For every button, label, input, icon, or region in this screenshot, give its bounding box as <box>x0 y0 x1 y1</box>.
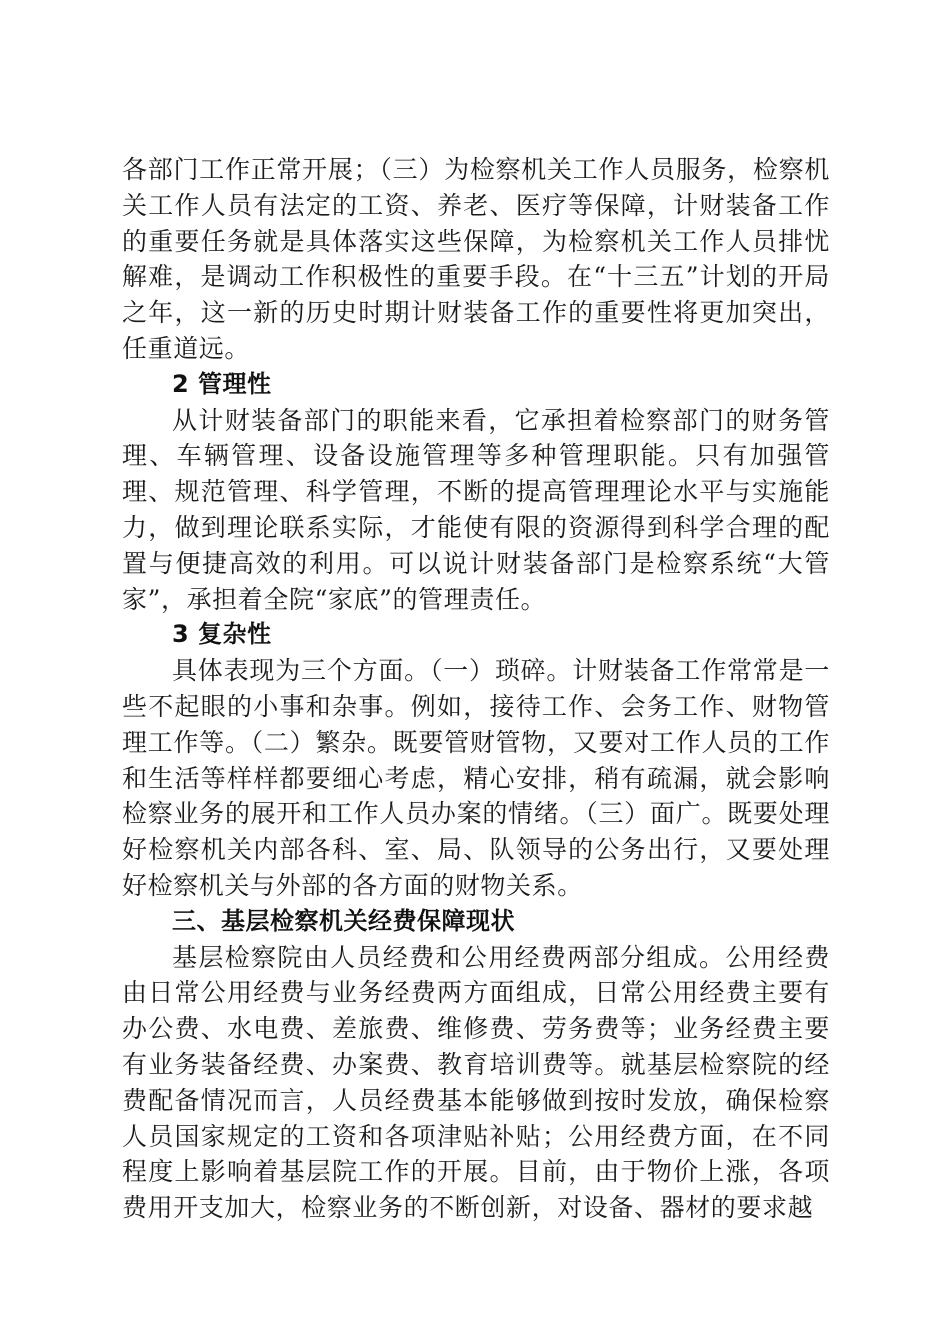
paragraph-funding-status: 基层检察院由人员经费和公用经费两部分组成。公用经费由日常公用经费与业务经费两方面组成，日常公用经费主要有办公费、水电费、差旅费、维修费、劳务费等；业务经费主要有业务装备经费、办案费、教育培训费等。就基层检察院的经费配备情况而言，人员经费基本能够做到按时发放，确保检察人员国家规定的工资和各项津贴补贴；公用经费方面，在不同程度上影响着基层院工作的开展。目前，由于物价上涨，各项费用开支加大，检察业务的不断创新，对设备、器材的要求越 <box>122 942 830 1223</box>
paragraph-continuation: 各部门工作正常开展；（三）为检察机关工作人员服务，检察机关工作人员有法定的工资、养老、医疗等保障，计财装备工作的重要任务就是具体落实这些保障，为检察机关工作人员排忧解难，是调动工作积极性的重要手段。在“十三五”计划的开局之年，这一新的历史时期计财装备工作的重要性将更加突出，任重道远。 <box>122 155 830 363</box>
paragraph-management: 从计财装备部门的职能来看，它承担着检察部门的财务管理、车辆管理、设备设施管理等多种管理职能。只有加强管理、规范管理、科学管理，不断的提高管理理论水平与实施能力，做到理论联系实际，才能使有限的资源得到科学合理的配置与便捷高效的利用。可以说计财装备部门是检察系统“大管家”，承担着全院“家底”的管理责任。 <box>122 405 830 614</box>
paragraph-complexity: 具体表现为三个方面。（一）琐碎。计财装备工作常常是一些不起眼的小事和杂事。例如，接待工作、会务工作、财物管理工作等。（二）繁杂。既要管财管物，又要对工作人员的工作和生活等样样都要细心考虑，精心安排，稍有疏漏，就会影响检察业务的展开和工作人员办案的情绪。（三）面广。既要处理好检察机关内部各科、室、局、队领导的公务出行，又要处理好检察机关与外部的各方面的财物关系。 <box>122 656 830 900</box>
section-heading-funding-status: 三、基层检察机关经费保障现状 <box>172 906 515 935</box>
subheading-management: 2 管理性 <box>172 369 272 398</box>
document-body <box>122 152 830 1226</box>
subheading-complexity: 3 复杂性 <box>172 620 272 649</box>
